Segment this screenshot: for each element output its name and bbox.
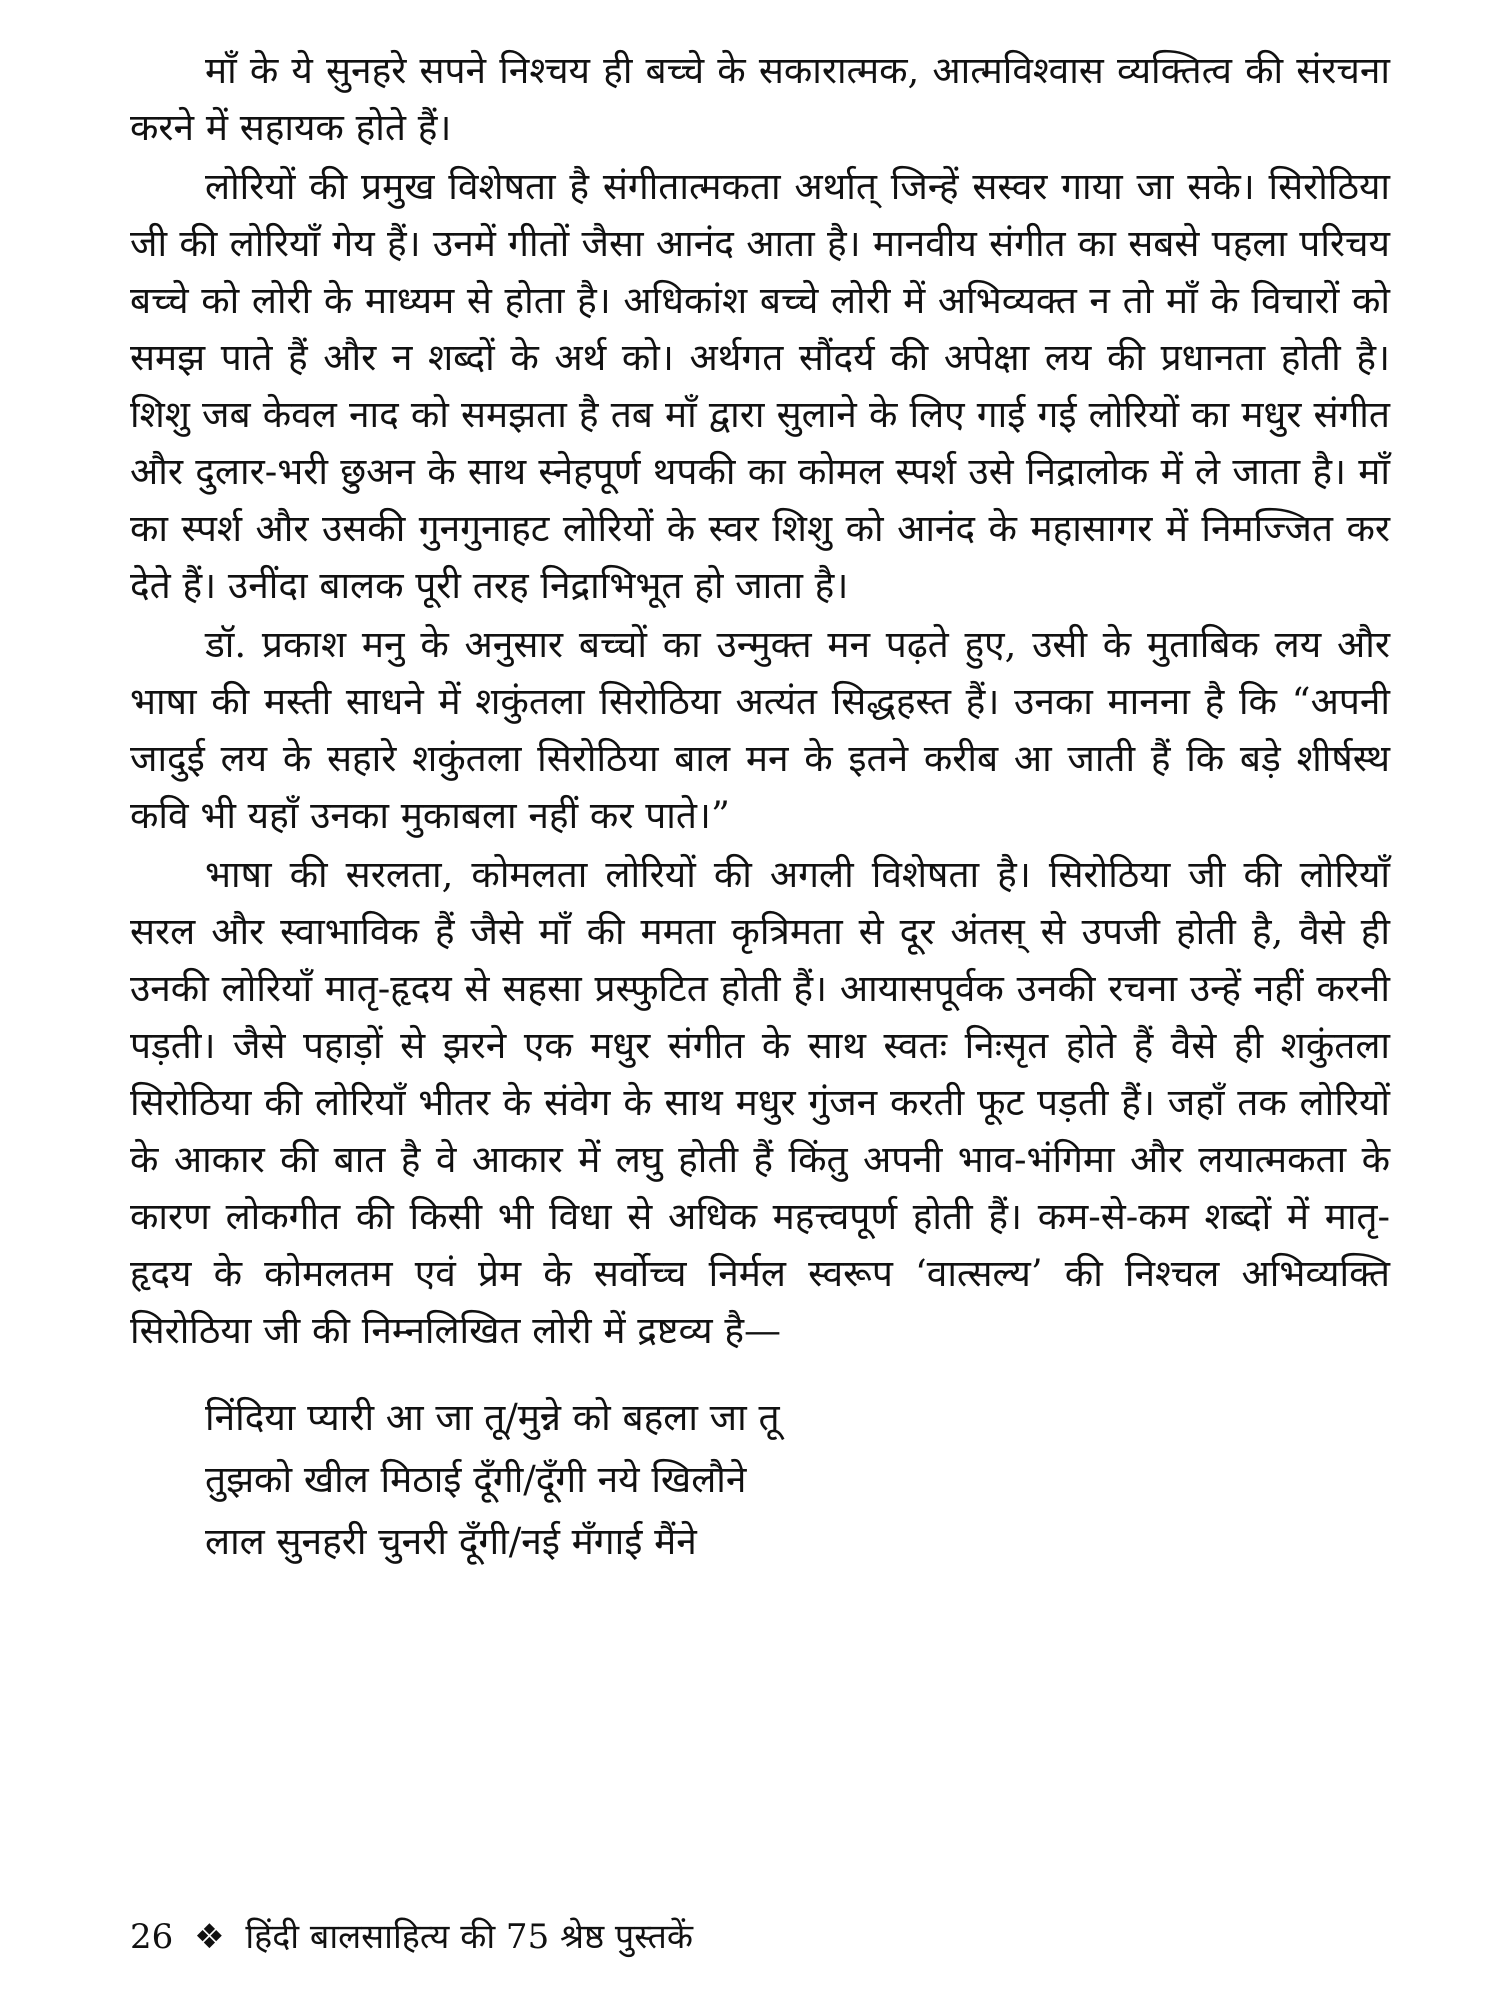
paragraph-2: लोरियों की प्रमुख विशेषता है संगीतात्मकता अर्थात् जिन्हें सस्वर गाया जा सके। सिरोठिया जी की लोरियाँ गेय हैं। उनमें गीतों जैसा आनंद आता है। मानवीय संगीत का सबसे पहला परिचय बच्चे को लोरी के माध्यम से होता है। अधिकांश बच्चे लोरी में अभिव्यक्त न तो माँ के विचारों को समझ पाते हैं और न शब्दों के अर्थ को। अर्थगत सौंदर्य की अपेक्षा लय की प्रधानता होती है। शिशु जब केवल नाद को समझता है तब माँ द्वारा सुलाने के लिए गाई गई लोरियों का मधुर संगीत और दुलार-भरी छुअन के साथ स्नेहपूर्ण थपकी का कोमल स्पर्श उसे निद्रालोक में ले जाता है। माँ का स्पर्श और उसकी गुनगुनाहट लोरियों के स्वर शिशु को आनंद के महासागर में निमज्जित कर देते हैं। उनींदा बालक पूरी तरह निद्राभिभूत हो जाता है।	[130, 165, 1390, 607]
paragraph-3: डॉ. प्रकाश मनु के अनुसार बच्चों का उन्मुक्त मन पढ़ते हुए, उसी के मुताबिक लय और भाषा की मस्ती साधने में शकुंतला सिरोठिया अत्यंत सिद्धहस्त हैं। उनका मानना है कि “अपनी जादुई लय के सहारे शकुंतला सिरोठिया बाल मन के इतने करीब आ जाती हैं कि बड़े शीर्षस्थ कवि भी यहाँ उनका मुकाबला नहीं कर पाते।”	[130, 623, 1390, 837]
body-text	[130, 42, 1390, 1359]
verse-line-1: निंदिया प्यारी आ जा तू/मुन्ने को बहला जा तू	[205, 1396, 780, 1439]
verse-line-3: लाल सुनहरी चुनरी दूँगी/नई मँगाई मैंने	[205, 1520, 697, 1563]
paragraph-1: माँ के ये सुनहरे सपने निश्चय ही बच्चे के सकारात्मक, आत्मविश्वास व्यक्तित्व की संरचना करने में सहायक होते हैं।	[130, 49, 1390, 149]
book-title: हिंदी बालसाहित्य की 75 श्रेष्ठ पुस्तकें	[245, 1917, 693, 1957]
page-number: 26	[130, 1917, 174, 1957]
lullaby-verse	[205, 1387, 1390, 1573]
page-footer	[130, 1912, 693, 1958]
verse-line-2: तुझको खील मिठाई दूँगी/दूँगी नये खिलौने	[205, 1458, 747, 1501]
paragraph-4: भाषा की सरलता, कोमलता लोरियों की अगली विशेषता है। सिरोठिया जी की लोरियाँ सरल और स्वाभाविक हैं जैसे माँ की ममता कृत्रिमता से दूर अंतस् से उपजी होती है, वैसे ही उनकी लोरियाँ मातृ-हृदय से सहसा प्रस्फुटित होती हैं। आयासपूर्वक उनकी रचना उन्हें नहीं करनी पड़ती। जैसे पहाड़ों से झरने एक मधुर संगीत के साथ स्वतः निःसृत होते हैं वैसे ही शकुंतला सिरोठिया की लोरियाँ भीतर के संवेग के साथ मधुर गुंजन करती फूट पड़ती हैं। जहाँ तक लोरियों के आकार की बात है वे आकार में लघु होती हैं किंतु अपनी भाव-भंगिमा और लयात्मकता के कारण लोकगीत की किसी भी विधा से अधिक महत्त्वपूर्ण होती हैं। कम-से-कम शब्दों में मातृ-हृदय के कोमलतम एवं प्रेम के सर्वोच्च निर्मल स्वरूप ‘वात्सल्य’ की निश्चल अभिव्यक्ति सिरोठिया जी की निम्नलिखित लोरी में द्रष्टव्य है—	[130, 853, 1390, 1352]
ornament-icon: ❖	[194, 1917, 225, 1957]
